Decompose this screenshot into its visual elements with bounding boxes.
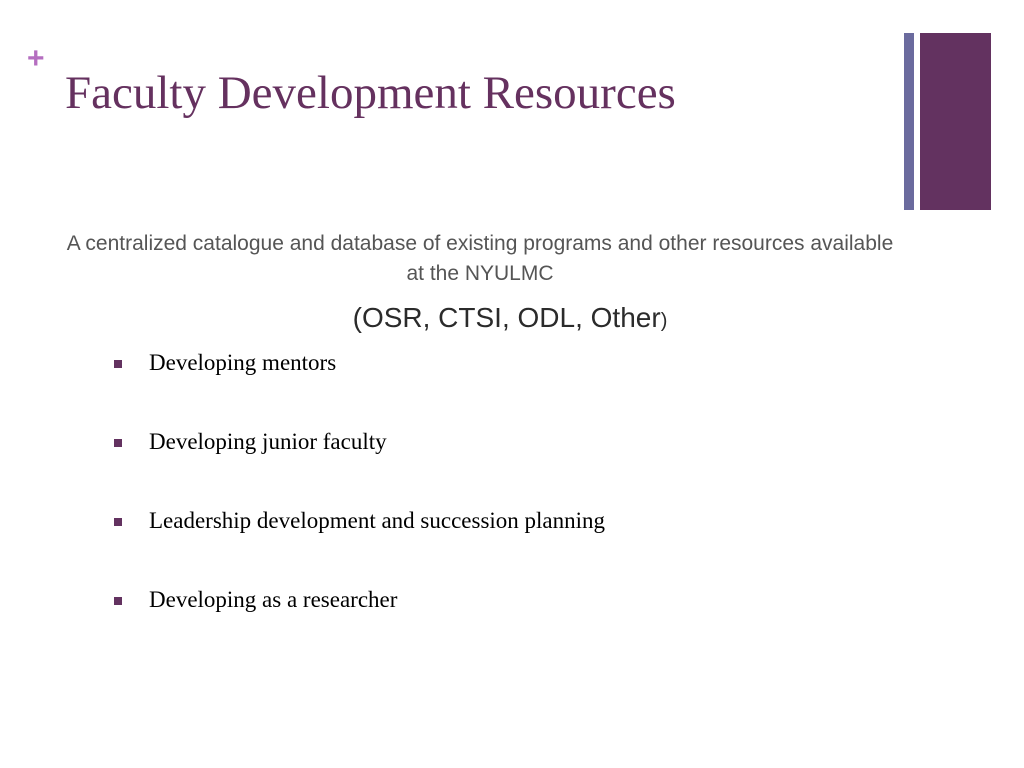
accent-bar-thick bbox=[920, 33, 991, 210]
accent-bar-thin bbox=[904, 33, 914, 210]
organizations-line bbox=[180, 300, 840, 339]
bullet-item bbox=[112, 344, 872, 423]
bullet-text: Leadership development and succession planning bbox=[149, 508, 606, 533]
bullet-list bbox=[112, 344, 872, 660]
bullet-text: Developing junior faculty bbox=[149, 429, 387, 454]
plus-icon: + bbox=[27, 42, 45, 75]
organizations-text: (OSR, CTSI, ODL, Other bbox=[352, 302, 661, 333]
square-bullet-icon bbox=[114, 439, 122, 447]
organizations-close-paren: ) bbox=[660, 310, 668, 332]
slide-title: Faculty Development Resources bbox=[65, 67, 676, 119]
square-bullet-icon bbox=[114, 597, 122, 605]
bullet-text: Developing as a researcher bbox=[149, 587, 398, 612]
bullet-item bbox=[112, 423, 872, 502]
bullet-item bbox=[112, 502, 872, 581]
square-bullet-icon bbox=[114, 360, 122, 368]
bullet-item bbox=[112, 581, 872, 660]
bullet-text: Developing mentors bbox=[149, 350, 337, 375]
slide-subtitle: A centralized catalogue and database of existing programs and other resources available at the NYULMC bbox=[66, 232, 894, 285]
square-bullet-icon bbox=[114, 518, 122, 526]
